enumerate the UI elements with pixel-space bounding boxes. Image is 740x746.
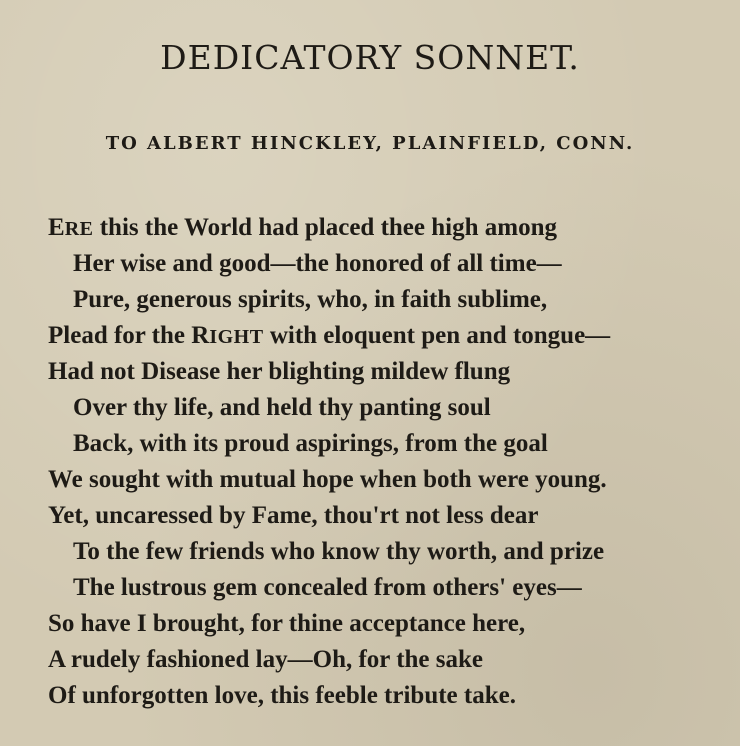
poem-line: Had not Disease her blighting mildew flung [48,358,511,385]
poem-line: Plead for the RIGHT with eloquent pen and tongue— [48,322,611,349]
poem-line: Of unforgotten love, this feeble tribute take. [48,682,516,709]
poem-line: Yet, uncaressed by Fame, thou'rt not less dear [48,502,539,529]
poem-dedication: TO ALBERT HINCKLEY, PLAINFIELD, CONN. [105,133,635,154]
poem-line: To the few friends who know thy worth, and prize [73,538,605,565]
poem-line: Her wise and good—the honored of all time— [73,250,562,277]
poem-line: Pure, generous spirits, who, in faith sublime, [73,286,548,313]
poem-line: The lustrous gem concealed from others' eyes— [73,574,582,601]
poem-line: So have I brought, for thine acceptance here, [48,610,526,637]
poem-line: A rudely fashioned lay—Oh, for the sake [48,646,483,673]
poem-line: We sought with mutual hope when both were young. [48,466,607,493]
poem-line: Over thy life, and held thy panting soul [73,394,491,421]
poem-title: DEDICATORY SONNET. [160,38,580,77]
poem-line: ERE this the World had placed thee high among [48,214,557,241]
poem-line: Back, with its proud aspirings, from the goal [73,430,548,457]
